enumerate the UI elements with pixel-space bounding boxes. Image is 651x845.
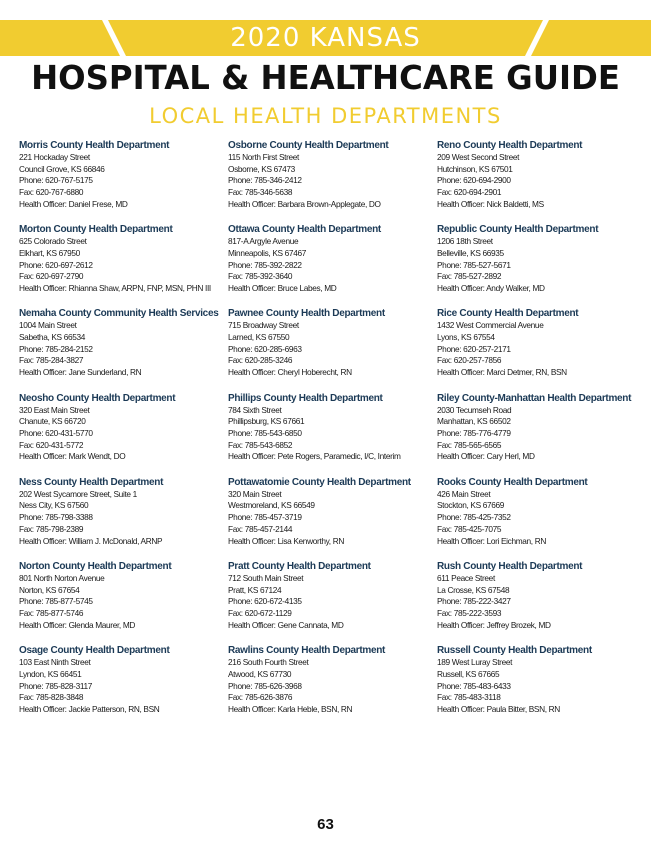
health-officer: Health Officer: Andy Walker, MD [437,283,545,293]
department-entry [228,645,428,729]
department-name: Riley County-Manhattan Health Department [437,392,632,404]
street-address: 426 Main Street [437,488,491,499]
street-address: 712 South Main Street [228,572,304,583]
phone-number: Phone: 785-527-5671 [437,259,511,270]
city-state-zip: La Crosse, KS 67548 [437,584,510,595]
fax-number: Fax: 620-672-1129 [228,608,292,619]
street-address: 189 West Luray Street [437,657,513,668]
department-entry [437,140,637,224]
fax-number: Fax: 620-257-7856 [437,355,502,366]
department-entry [228,477,428,561]
city-state-zip: Pratt, KS 67124 [228,584,282,595]
phone-number: Phone: 785-798-3388 [19,512,93,523]
health-officer: Health Officer: Lisa Kenworthy, RN [228,535,344,546]
department-entry [228,224,428,308]
health-officer: Health Officer: Jackie Patterson, RN, BSN [19,703,160,714]
phone-number: Phone: 785-457-3719 [228,512,302,523]
health-officer: Health Officer: Nick Baldetti, MS [437,198,544,209]
city-state-zip: Lyndon, KS 66451 [19,668,82,679]
phone-number: Phone: 785-425-7352 [437,512,511,523]
city-state-zip: Lyons, KS 67554 [437,332,495,343]
street-address: 801 North Norton Avenue [19,572,105,583]
department-name: Nemaha County Community Health Services [19,308,219,320]
health-officer: Health Officer: Jane Sunderland, RN [19,367,142,378]
department-entry [19,140,219,224]
city-state-zip: Sabetha, KS 66534 [19,332,86,343]
fax-number: Fax: 785-222-3593 [437,608,502,619]
street-address: 221 Hockaday Street [19,152,90,162]
street-address: 784 Sixth Street [228,404,282,415]
department-name: Rawlins County Health Department [228,645,386,657]
department-name: Reno County Health Department [437,140,583,151]
health-officer: Health Officer: Lori Eichman, RN [437,535,546,546]
fax-number: Fax: 785-877-5746 [19,608,84,619]
phone-number: Phone: 785-392-2822 [228,259,302,270]
street-address: 115 North First Street [228,152,299,162]
health-officer: Health Officer: Barbara Brown-Applegate, DO [228,198,381,209]
department-entry [19,224,219,308]
department-entry [228,561,428,645]
department-name: Pottawatomie County Health Department [228,476,411,488]
health-officer: Health Officer: Mark Wendt, DO [19,451,126,462]
department-entry [19,308,219,392]
fax-number: Fax: 620-285-3246 [228,355,293,366]
phone-number: Phone: 785-877-5745 [19,596,93,607]
department-entry [437,393,637,477]
department-entry [437,308,637,392]
city-state-zip: Phillipsburg, KS 67661 [228,416,305,427]
phone-number: Phone: 785-626-3968 [228,680,302,691]
street-address: 202 West Sycamore Street, Suite 1 [19,488,137,499]
department-name: Osage County Health Department [19,645,170,657]
city-state-zip: Russell, KS 67665 [437,668,500,679]
department-entry [19,645,219,729]
health-officer: Health Officer: Karla Heble, BSN, RN [228,703,353,714]
city-state-zip: Chanute, KS 66720 [19,416,86,427]
fax-number: Fax: 620-767-6880 [19,187,84,198]
department-name: Osborne County Health Department [228,140,389,151]
phone-number: Phone: 620-672-4135 [228,596,302,607]
phone-number: Phone: 785-284-2152 [19,343,93,354]
fax-number: Fax: 785-425-7075 [437,523,502,534]
fax-number: Fax: 785-483-3118 [437,692,501,703]
department-name: Rooks County Health Department [437,476,588,488]
city-state-zip: Minneapolis, KS 67467 [228,247,306,258]
health-officer: Health Officer: Glenda Maurer, MD [19,619,136,630]
directory-column [19,140,219,729]
phone-number: Phone: 785-483-6433 [437,680,511,691]
fax-number: Fax: 785-392-3640 [228,271,293,282]
street-address: 209 West Second Street [437,152,520,162]
department-name: Republic County Health Department [437,224,599,236]
phone-number: Phone: 620-257-2171 [437,343,511,354]
fax-number: Fax: 785-527-2892 [437,271,502,282]
department-name: Ottawa County Health Department [228,224,381,236]
department-entry [437,645,637,729]
health-officer: Health Officer: Paula Bitter, BSN, RN [437,703,560,714]
phone-number: Phone: 620-431-5770 [19,427,93,438]
page-subtitle: LOCAL HEALTH DEPARTMENTS [149,104,502,128]
department-name: Neosho County Health Department [19,392,176,404]
department-entry [19,393,219,477]
fax-number: Fax: 620-431-5772 [19,439,84,450]
street-address: 2030 Tecumseh Road [437,404,512,415]
department-name: Pawnee County Health Department [228,308,385,320]
city-state-zip: Stockton, KS 67669 [437,500,505,511]
department-entry [228,393,428,477]
department-name: Russell County Health Department [437,645,592,657]
directory-column [437,140,637,729]
department-name: Phillips County Health Department [228,392,383,404]
health-officer: Health Officer: Rhianna Shaw, ARPN, FNP, MSN, PHN III [19,283,211,293]
phone-number: Phone: 785-828-3117 [19,680,93,691]
department-entry [437,477,637,561]
department-entry [437,224,637,308]
phone-number: Phone: 620-694-2900 [437,175,511,186]
city-state-zip: Westmoreland, KS 66549 [228,500,315,511]
phone-number: Phone: 785-776-4779 [437,427,511,438]
fax-number: Fax: 785-346-5638 [228,187,293,198]
fax-number: Fax: 785-798-2389 [19,523,84,534]
phone-number: Phone: 620-697-2612 [19,259,93,270]
department-entry [228,308,428,392]
department-entry [228,140,428,224]
street-address: 1432 West Commercial Avenue [437,320,544,331]
health-officer: Health Officer: Gene Cannata, MD [228,619,344,630]
directory-column [228,140,428,729]
department-name: Norton County Health Department [19,560,172,572]
fax-number: Fax: 785-828-3848 [19,692,84,703]
fax-number: Fax: 785-457-2144 [228,523,293,534]
department-name: Morris County Health Department [19,140,170,151]
city-state-zip: Norton, KS 67654 [19,584,80,595]
city-state-zip: Hutchinson, KS 67501 [437,163,513,174]
health-officer: Health Officer: Marci Detmer, RN, BSN [437,367,567,378]
health-officer: Health Officer: Daniel Frese, MD [19,198,128,209]
department-entry [19,561,219,645]
fax-number: Fax: 785-626-3876 [228,692,293,703]
city-state-zip: Elkhart, KS 67950 [19,247,80,258]
page-title: HOSPITAL & HEALTHCARE GUIDE [31,58,620,97]
street-address: 715 Broadway Street [228,320,299,331]
street-address: 817-A Argyle Avenue [228,236,299,247]
health-officer: Health Officer: Jeffrey Brozek, MD [437,619,551,630]
fax-number: Fax: 785-284-3827 [19,355,84,366]
city-state-zip: Council Grove, KS 66846 [19,163,105,174]
street-address: 1206 18th Street [437,236,493,247]
phone-number: Phone: 620-285-6963 [228,343,302,354]
fax-number: Fax: 785-543-6852 [228,439,293,450]
department-entry [437,561,637,645]
phone-number: Phone: 785-222-3427 [437,596,511,607]
street-address: 611 Peace Street [437,572,495,583]
street-address: 320 East Main Street [19,404,90,415]
street-address: 1004 Main Street [19,320,77,331]
department-name: Morton County Health Department [19,224,173,236]
header-banner [0,20,651,56]
city-state-zip: Manhattan, KS 66502 [437,416,511,427]
fax-number: Fax: 785-565-6565 [437,439,502,450]
health-officer: Health Officer: William J. McDonald, ARNP [19,535,163,546]
city-state-zip: Atwood, KS 67730 [228,668,292,679]
phone-number: Phone: 785-346-2412 [228,175,302,186]
health-officer: Health Officer: Cary Herl, MD [437,451,535,462]
phone-number: Phone: 785-543-6850 [228,427,302,438]
street-address: 320 Main Street [228,488,282,499]
street-address: 103 East Ninth Street [19,657,91,668]
health-officer: Health Officer: Cheryl Hoberecht, RN [228,367,352,378]
page-number: 63 [317,816,334,833]
city-state-zip: Ness City, KS 67560 [19,500,89,511]
banner-title: 2020 KANSAS [230,23,421,53]
department-name: Pratt County Health Department [228,560,371,572]
department-name: Rice County Health Department [437,308,579,320]
phone-number: Phone: 620-767-5175 [19,175,93,186]
city-state-zip: Larned, KS 67550 [228,332,290,343]
city-state-zip: Osborne, KS 67473 [228,163,295,174]
department-name: Ness County Health Department [19,476,164,488]
health-officer: Health Officer: Pete Rogers, Paramedic, I/C, Interim [228,451,401,462]
department-entry [19,477,219,561]
city-state-zip: Belleville, KS 66935 [437,247,504,258]
fax-number: Fax: 620-694-2901 [437,187,502,198]
department-name: Rush County Health Department [437,560,583,572]
street-address: 625 Colorado Street [19,236,87,247]
fax-number: Fax: 620-697-2790 [19,271,84,282]
street-address: 216 South Fourth Street [228,657,309,668]
health-officer: Health Officer: Bruce Labes, MD [228,283,337,293]
